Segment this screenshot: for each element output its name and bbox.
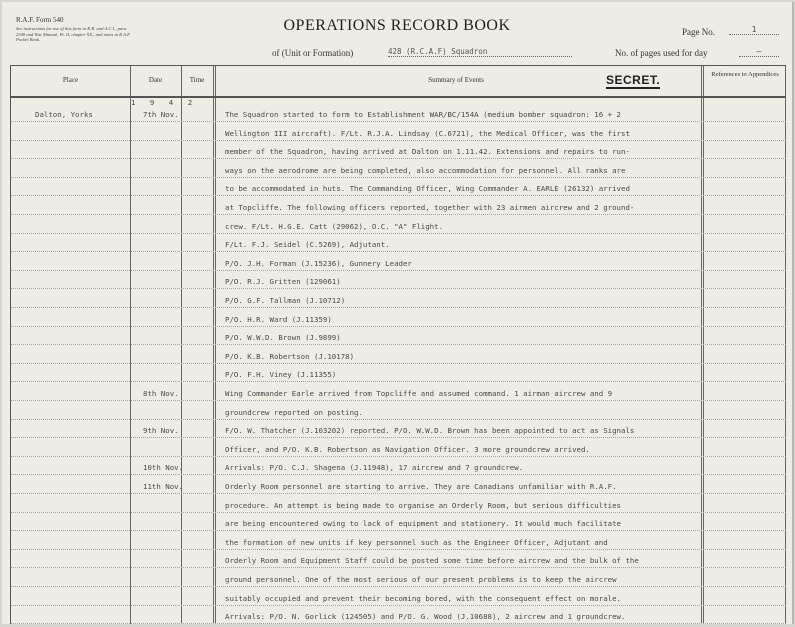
- ruled-line: [11, 567, 786, 568]
- ruled-line: [11, 363, 786, 364]
- ruled-line: [11, 158, 786, 159]
- ruled-line: [11, 214, 786, 215]
- secret-stamp: SECRET.: [606, 73, 661, 87]
- summary-line: member of the Squadron, having arrived at Dalton on 1.11.42. Extensions and repairs to run-: [225, 147, 630, 157]
- summary-line: at Topcliffe. The following officers reported, together with 23 airmen aircrew and 2 ground-: [225, 203, 635, 212]
- form-instructions: See instructions for use of this form in K.R. and A.C.I., para. 2349 and War Manual, Pt. II, chapter XX., and notes in R.A.F. Pocket Book.: [16, 26, 131, 42]
- ruled-line: [11, 400, 786, 401]
- ruled-line: [11, 233, 786, 234]
- ruled-line: [11, 251, 786, 252]
- form-sheet: [2, 2, 794, 624]
- summary-line: P/O. G.F. Tallman (J.10712): [225, 296, 346, 305]
- summary-line: Wellington III aircraft). F/Lt. R.J.A. Lindsay (C.6721), the Medical Officer, was the first: [225, 128, 630, 138]
- summary-line: Officer, and P/O. K.B. Robertson as Navigation Officer. 3 more groundcrew arrived.: [225, 444, 590, 454]
- summary-line: F/O. W. Thatcher (J.103202) reported. P/O. W.W.D. Brown has been appointed to act as Signals: [225, 426, 635, 436]
- record-table: [10, 65, 786, 624]
- summary-line: Arrivals: P/O. C.J. Shagena (J.11948), 17 aircrew and 7 groundcrew.: [225, 463, 524, 473]
- ruled-line: [11, 288, 786, 289]
- summary-line: P/O. K.B. Robertson (J.10178): [225, 351, 355, 361]
- ruled-line: [11, 140, 786, 141]
- ruled-line: [11, 344, 786, 345]
- header-rule: [11, 96, 786, 98]
- ruled-line: [11, 326, 786, 327]
- summary-line: to be accommodated in huts. The Commanding Officer, Wing Commander A. EARLE (26132) arrived: [225, 184, 630, 194]
- ruled-line: [11, 437, 786, 438]
- form-id: R.A.F. Form 540: [16, 16, 64, 24]
- pages-used-label: No. of pages used for day: [615, 48, 708, 58]
- date-cell: 9th Nov.: [143, 426, 179, 436]
- date-cell: 11th Nov.: [143, 482, 184, 491]
- page-title: OPERATIONS RECORD BOOK: [283, 17, 511, 34]
- ruled-line: [11, 623, 786, 624]
- ruled-line: [11, 530, 786, 531]
- summary-line: crew. F/Lt. H.G.E. Catt (29062), O.C. "A" Flight.: [225, 221, 444, 231]
- date-cell: 8th Nov.: [143, 389, 179, 398]
- summary-line: Wing Commander Earle arrived from Topcliffe and assumed command. 1 airman aircrew and 9: [225, 389, 613, 398]
- summary-line: suitably occupied and prevent their becoming bored, with the consequent effect on morale.: [225, 593, 622, 603]
- summary-line: the formation of new units if key personnel such as the Engineer Officer, Adjutant and: [225, 537, 608, 547]
- header-summary: Summary of Events: [428, 76, 484, 84]
- ruled-line: [11, 419, 786, 420]
- summary-line: The Squadron started to form to Establishment WAR/BC/154A (medium bomber squadron: 16 + 2: [225, 110, 622, 119]
- ruled-line: [11, 549, 786, 550]
- summary-line: P/O. R.J. Gritten (129061): [225, 277, 341, 287]
- summary-line: P/O. F.H. Viney (J.11355): [225, 370, 337, 380]
- page-number-label: Page No.: [682, 27, 715, 37]
- ruled-line: [11, 456, 786, 457]
- summary-line: are being encountered owing to lack of equipment and stationery. It would much facilitate: [225, 519, 622, 529]
- summary-line: procedure. An attempt is being made to organise an Orderly Room, but serious difficulties: [225, 500, 622, 510]
- unit-label: of (Unit or Formation): [272, 48, 354, 58]
- page-number-value: 1: [729, 25, 779, 35]
- summary-line: Arrivals: P/O. N. Gorlick (124505) and P/O. G. Wood (J.10688), 2 aircrew and 1 groundcrew.: [225, 612, 626, 622]
- ruled-line: [11, 195, 786, 196]
- summary-line: Orderly Room personnel are starting to arrive. They are Canadians unfamiliar with R.A.F.: [225, 482, 617, 491]
- summary-line: P/O. W.W.D. Brown (J.9899): [225, 333, 341, 343]
- header-time: Time: [189, 76, 205, 84]
- ruled-line: [11, 121, 786, 122]
- ruled-line: [11, 512, 786, 513]
- pages-used-value: –: [739, 47, 779, 57]
- ruled-line: [11, 474, 786, 475]
- date-cell: 7th Nov.: [143, 110, 179, 119]
- header-references: References to Appendices: [711, 71, 779, 78]
- header-date: Date: [148, 76, 163, 84]
- summary-line: F/Lt. F.J. Seidel (C.5269), Adjutant.: [225, 240, 390, 250]
- header-place: Place: [62, 76, 79, 84]
- year: 1 9 4 2: [131, 98, 198, 107]
- summary-line: Orderly Room and Equipment Staff could be posted some time before aircrew and the bulk of the: [225, 556, 639, 566]
- summary-line: P/O. J.H. Forman (J.15236), Gunnery Leader: [225, 258, 412, 268]
- place-cell: Dalton, Yorks: [35, 110, 93, 119]
- ruled-line: [11, 381, 786, 382]
- summary-line: groundcrew reported on posting.: [225, 407, 363, 417]
- unit-value: 428 (R.C.A.F) Squadron: [388, 47, 572, 57]
- ruled-line: [11, 586, 786, 587]
- ruled-line: [11, 493, 786, 494]
- summary-line: ground personnel. One of the most serious of our present problems is to keep the aircrew: [225, 575, 617, 584]
- ruled-line: [11, 270, 786, 271]
- ruled-line: [11, 605, 786, 606]
- summary-line: ways on the aerodrome are being completed, also accommodation for personnel. All ranks are: [225, 165, 626, 175]
- ruled-line: [11, 177, 786, 178]
- date-cell: 10th Nov.: [143, 463, 184, 473]
- summary-line: P/O. H.R. Ward (J.11359): [225, 314, 332, 324]
- ruled-line: [11, 307, 786, 308]
